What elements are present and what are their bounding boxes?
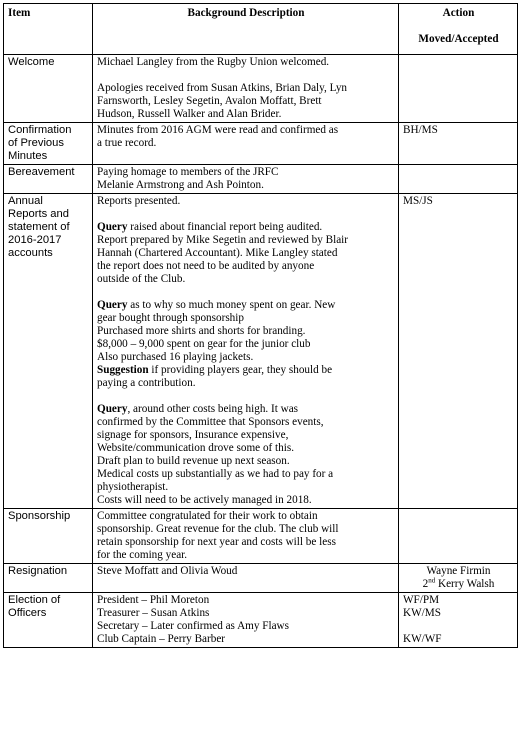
desc-resignation: Steve Moffatt and Olivia Woud xyxy=(93,564,399,593)
item-reports: Annual Reports and statement of 2016-2017 accounts xyxy=(4,194,93,509)
action-resignation: Wayne Firmin 2nd Kerry Walsh xyxy=(399,564,518,593)
desc-bereavement: Paying homage to members of the JRFC Melanie Armstrong and Ash Pointon. xyxy=(93,165,399,194)
action-minutes: BH/MS xyxy=(399,123,518,165)
header-item: Item xyxy=(4,4,93,55)
item-welcome: Welcome xyxy=(4,55,93,123)
desc-sponsorship: Committee congratulated for their work to obtain sponsorship. Great revenue for the club. The club will retain sponsorship for next year and costs will be less for the coming year. xyxy=(93,509,399,564)
minutes-table xyxy=(3,3,518,648)
action-sponsorship xyxy=(399,509,518,564)
header-description: Background Description xyxy=(93,4,399,55)
action-reports: MS/JS xyxy=(399,194,518,509)
item-resignation: Resignation xyxy=(4,564,93,593)
action-bereavement xyxy=(399,165,518,194)
row-minutes xyxy=(4,123,518,165)
item-election: Election of Officers xyxy=(4,593,93,648)
item-minutes: Confirmation of Previous Minutes xyxy=(4,123,93,165)
action-welcome xyxy=(399,55,518,123)
desc-welcome: Michael Langley from the Rugby Union welcomed. Apologies received from Susan Atkins, Brian Daly, Lyn Farnsworth, Lesley Segetin, Avalon Moffatt, Brett Hudson, Russell Walker and Alan Brider. xyxy=(93,55,399,123)
desc-reports: Reports presented. Query raised about financial report being audited. Report prepared by Mike Segetin and reviewed by Blair Hannah (Chartered Accountant). Mike Langley stated the report does not need to be audited by anyone outside of the Club. Query as to why so much money spent on gear. New gear bought through sponsorship Purchased more shirts and shorts for branding. $8,000 – 9,000 spent on gear for the junior club Also purchased 16 playing jackets. Suggestion if providing players gear, they should be paying a contribution. Query, around other costs being high. It was confirmed by the Committee that Sponsors events, signage for sponsors, Insurance expensive, Website/communication drove some of this. Draft plan to build revenue up next season. Medical costs up substantially as we had to pay for a physiotherapist. Costs will need to be actively managed in 2018. xyxy=(93,194,399,509)
header-action: Action Moved/Accepted xyxy=(399,4,518,55)
item-sponsorship: Sponsorship xyxy=(4,509,93,564)
desc-minutes: Minutes from 2016 AGM were read and confirmed as a true record. xyxy=(93,123,399,165)
row-election xyxy=(4,593,518,648)
row-resignation xyxy=(4,564,518,593)
desc-election: President – Phil Moreton Treasurer – Susan Atkins Secretary – Later confirmed as Amy Flaws Club Captain – Perry Barber xyxy=(93,593,399,648)
action-election: WF/PM KW/MS KW/WF xyxy=(399,593,518,648)
item-bereavement: Bereavement xyxy=(4,165,93,194)
header-row xyxy=(4,4,518,55)
row-welcome xyxy=(4,55,518,123)
row-reports xyxy=(4,194,518,509)
row-bereavement xyxy=(4,165,518,194)
row-sponsorship xyxy=(4,509,518,564)
